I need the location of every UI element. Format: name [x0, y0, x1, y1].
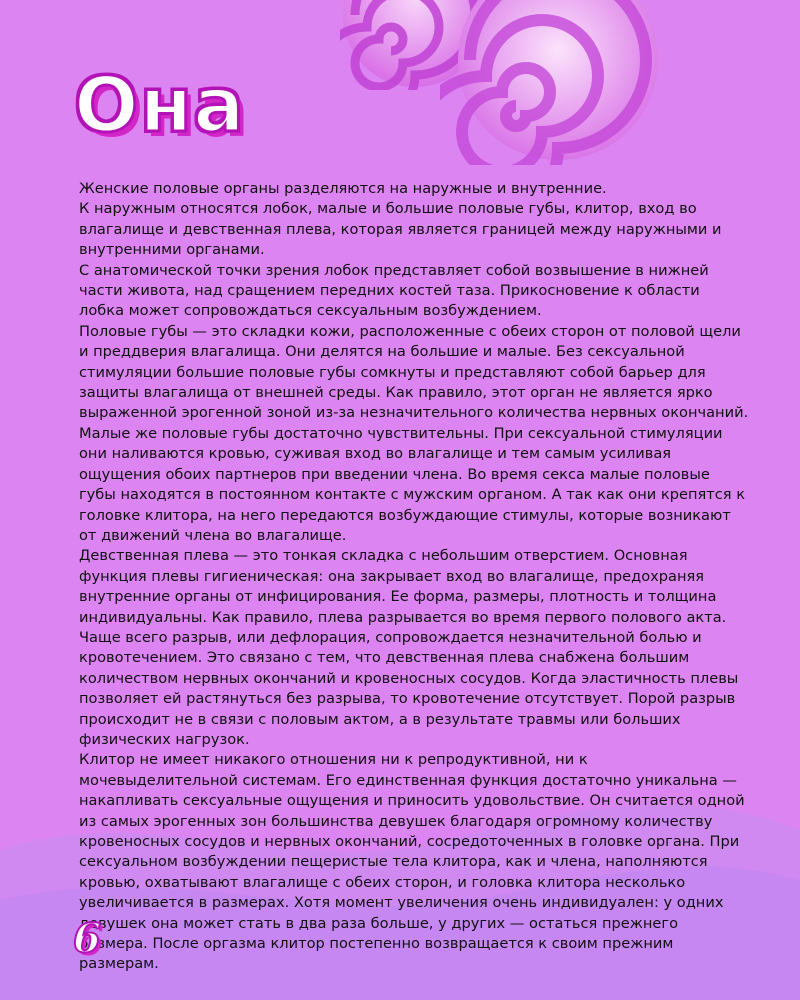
- lollipop-candy-right: [440, 0, 680, 165]
- paragraph: Клитор не имеет никакого отношения ни к репродуктивной, ни к мочевыделительной системам. Его единственная функция достаточно уникальна — накапливать сексуальные ощущения и приносить удовольствие. Он считается одной из самых эрогенных зон большинства девушек благодаря огромному количеству кровеносных сосудов и нервных окончаний, сосредоточенных в головке органа. При сексуальном возбуждении пещеристые тела клитора, как и члена, наполняются кровью, охватывают влагалище с обеих сторон, и головка клитора несколько увеличивается в размерах. Хотя момент увеличения очень индивидуален: у одних девушек она может стать в два раза больше, у других — остаться прежнего размера. После оргазма клитор постепенно возвращается к своим прежним размерам.: [79, 751, 745, 973]
- paragraph: Женские половые органы разделяются на наружные и внутренние.: [79, 180, 607, 197]
- body-text: [79, 179, 749, 975]
- paragraph: С анатомической точки зрения лобок представляет собой возвышение в нижней части живота, над сращением передних костей таза. Прикосновение к области лобка может сопровождаться сексуальным возбуждением.: [79, 261, 709, 320]
- page-number: 6: [73, 915, 101, 962]
- page-title: Она: [74, 60, 246, 149]
- paragraph: Девственная плева — это тонкая складка с небольшим отверстием. Основная функция плевы гигиеническая: она закрывает вход во влагалище, предохраняя внутренние органы от инфицирования. Ее форма, размеры, плотность и толщина индивидуальны. Как правило, плева разрывается во время первого полового акта. Чаще всего разрыв, или дефлорация, сопровождается незначительной болью и кровотечением. Это связано с тем, что девственная плева снабжена большим количеством нервных окончаний и кровеносных сосудов. Когда эластичность плевы позволяет ей растянуться без разрыва, то кровотечение отсутствует. Порой разрыв происходит не в связи с половым актом, а в результате травмы или больших физических нагрузок.: [79, 547, 739, 748]
- paragraph: Половые губы — это складки кожи, расположенные с обеих сторон от половой щели и преддверия влагалища. Они делятся на большие и малые. Без сексуальной стимуляции большие половые губы сомкнуты и представляют собой барьер для защиты влагалища от внешней среды. Как правило, этот орган не является ярко выраженной эрогенной зоной из-за незначительного количества нервных окончаний. Малые же половые губы достаточно чувствительны. При сексуальной стимуляции они наливаются кровью, суживая вход во влагалище и тем самым усиливая ощущения обоих партнеров при введении члена. Во время секса малые половые губы находятся в постоянном контакте с мужским органом. А так как они крепятся к головке клитора, на него передаются возбуждающие стимулы, которые возникают от движений члена во влагалище.: [79, 322, 749, 544]
- paragraph: К наружным относятся лобок, малые и большие половые губы, клитор, вход во влагалище и девственная плева, которая является границей между наружными и внутренними органами.: [79, 200, 722, 259]
